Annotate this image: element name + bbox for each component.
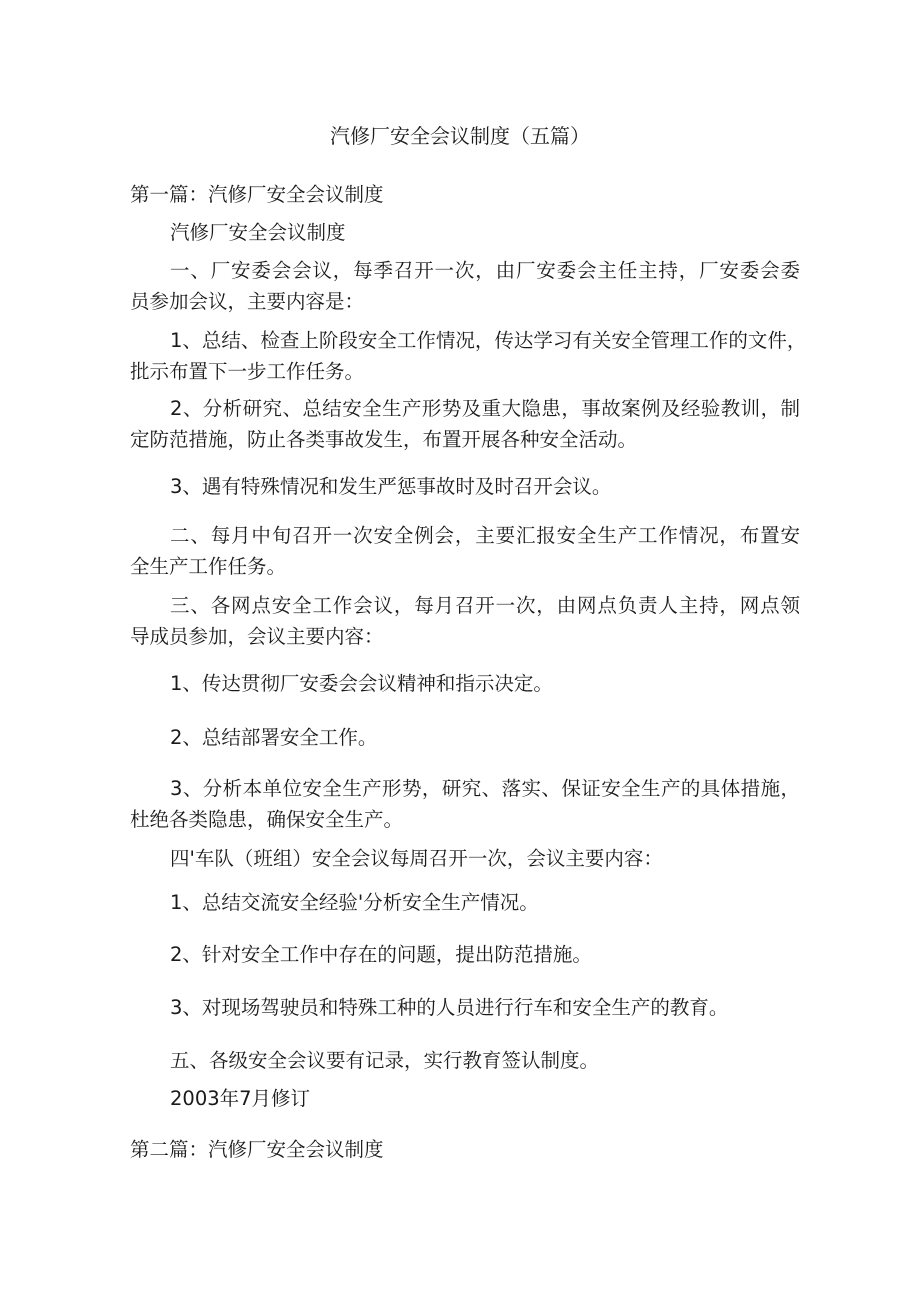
doc-subtitle: 汽修厂安全会议制度	[170, 221, 346, 244]
item-1-1-line-1: 1、总结、检查上阶段安全工作情况，传达学习有关安全管理工作的文件，	[170, 329, 807, 352]
item-4-2: 2、针对安全工作中存在的问题，提出防范措施。	[170, 943, 592, 966]
paragraph-5: 五、各级安全会议要有记录，实行教育签认制度。	[170, 1049, 600, 1072]
paragraph-3-line-1: 三、各网点安全工作会议，每月召开一次，由网点负责人主持，网点领	[170, 594, 800, 617]
paragraph-1-line-1: 一、厂安委会会议，每季召开一次，由厂安委会主任主持，厂安委会委	[170, 259, 800, 282]
paragraph-1-line-2: 员参加会议，主要内容是：	[130, 290, 365, 313]
item-1-2-line-2: 定防范措施，防止各类事故发生，布置开展各种安全活动。	[130, 428, 638, 451]
item-4-1: 1、总结交流安全经验'分析安全生产情况。	[170, 891, 539, 914]
document-title: 汽修厂安全会议制度（五篇）	[330, 124, 590, 148]
item-3-3-line-2: 杜绝各类隐患，确保安全生产。	[130, 808, 404, 831]
paragraph-3-line-2: 导成员参加，会议主要内容：	[130, 625, 384, 648]
section-heading-1: 第一篇：汽修厂安全会议制度	[130, 183, 384, 206]
paragraph-4: 四'车队（班组）安全会议每周召开一次，会议主要内容：	[170, 847, 663, 870]
paragraph-2-line-1: 二、每月中旬召开一次安全例会，主要汇报安全生产工作情况，布置安	[170, 524, 800, 547]
revision-date: 2003年7月修订	[170, 1087, 311, 1110]
item-3-2: 2、总结部署安全工作。	[170, 726, 378, 749]
paragraph-2-line-2: 全生产工作任务。	[130, 555, 287, 578]
item-4-3: 3、对现场驾驶员和特殊工种的人员进行行车和安全生产的教育。	[170, 996, 729, 1019]
item-3-3-line-1: 3、分析本单位安全生产形势，研究、落实、保证安全生产的具体措施，	[170, 777, 800, 800]
item-1-2-line-1: 2、分析研究、总结安全生产形势及重大隐患，事故案例及经验教训，制	[170, 397, 800, 420]
item-1-3: 3、遇有特殊情况和发生严惩事故时及时召开会议。	[170, 475, 612, 498]
item-3-1: 1、传达贯彻厂安委会会议精神和指示决定。	[170, 672, 553, 695]
item-1-1-line-2: 批示布置下一步工作任务。	[130, 360, 365, 383]
section-heading-2: 第二篇：汽修厂安全会议制度	[130, 1138, 384, 1161]
